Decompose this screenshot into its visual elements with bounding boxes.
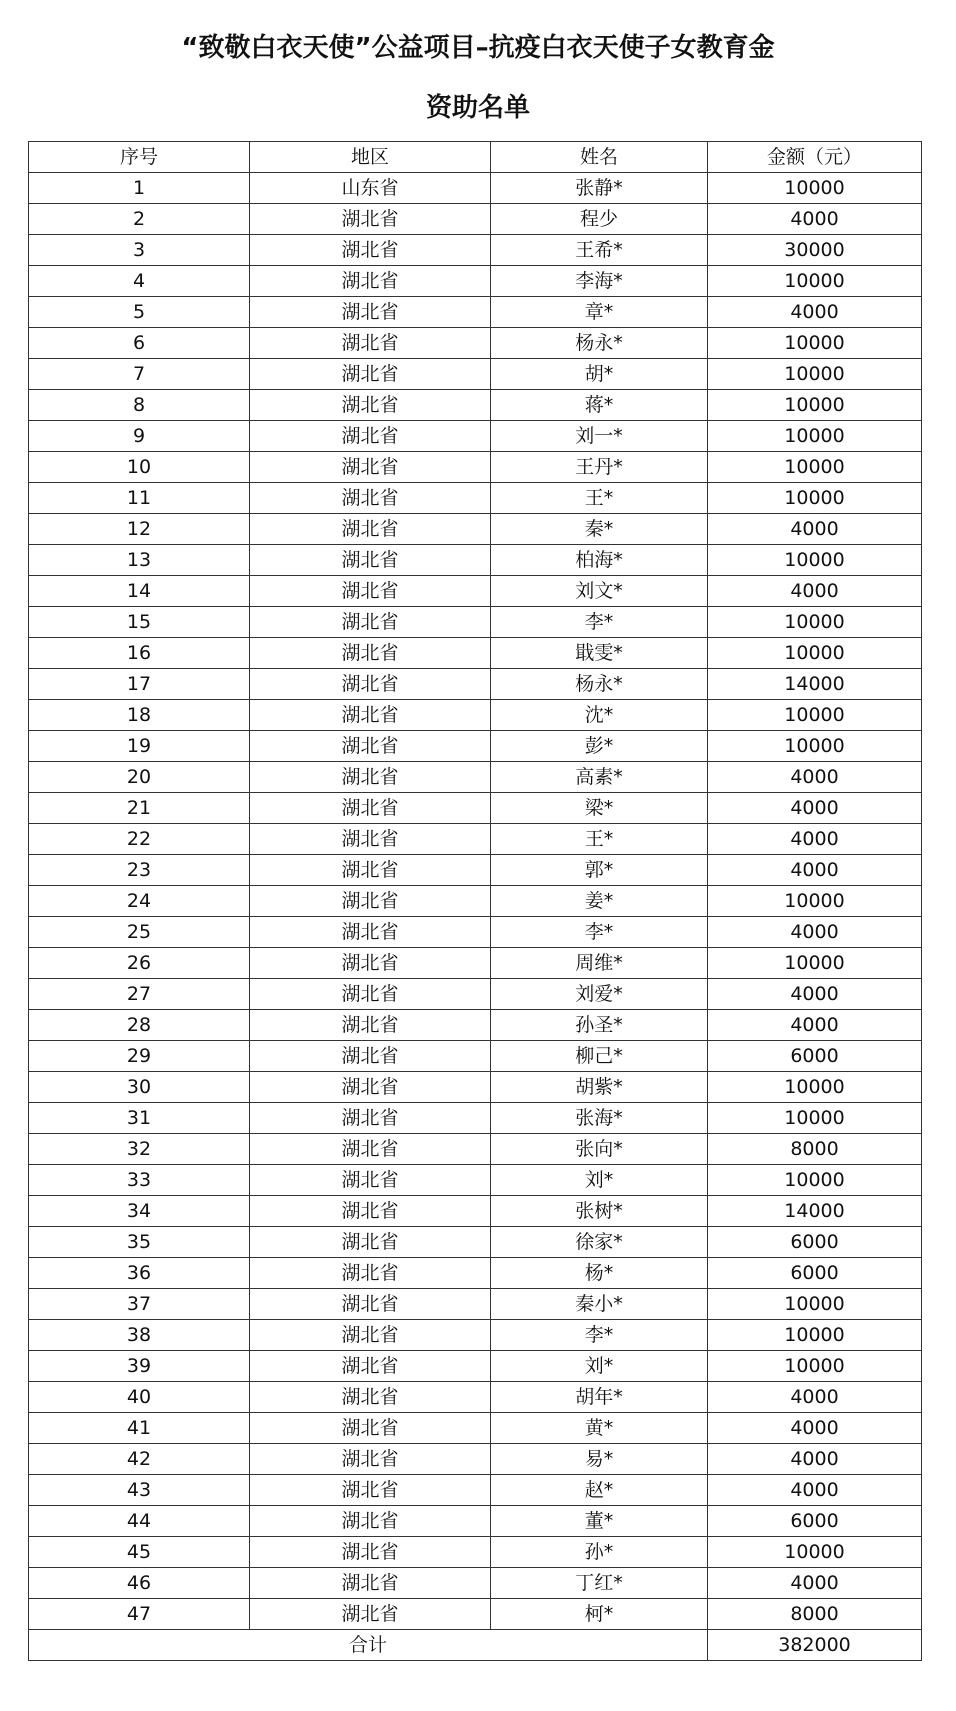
table-row [29, 917, 922, 948]
cell-region: 湖北省 [250, 1475, 491, 1506]
cell-amount: 10000 [708, 390, 922, 421]
table-row [29, 886, 922, 917]
cell-serial-number: 17 [29, 669, 250, 700]
table-row [29, 1413, 922, 1444]
cell-serial-number: 9 [29, 421, 250, 452]
cell-region: 湖北省 [250, 638, 491, 669]
cell-region: 湖北省 [250, 1599, 491, 1630]
table-row [29, 1103, 922, 1134]
table-row [29, 1537, 922, 1568]
table-row [29, 607, 922, 638]
cell-region: 湖北省 [250, 824, 491, 855]
table-row [29, 266, 922, 297]
table-row [29, 1289, 922, 1320]
table-row [29, 359, 922, 390]
cell-serial-number: 38 [29, 1320, 250, 1351]
cell-name: 张树* [491, 1196, 708, 1227]
cell-region: 湖北省 [250, 297, 491, 328]
cell-region: 湖北省 [250, 235, 491, 266]
cell-region: 湖北省 [250, 979, 491, 1010]
cell-serial-number: 20 [29, 762, 250, 793]
cell-amount: 10000 [708, 173, 922, 204]
cell-name: 王丹* [491, 452, 708, 483]
cell-amount: 4000 [708, 979, 922, 1010]
cell-serial-number: 45 [29, 1537, 250, 1568]
cell-amount: 4000 [708, 514, 922, 545]
table-row [29, 1599, 922, 1630]
document-title: “致敬白衣天使”公益项目–抗疫白衣天使子女教育金 [181, 33, 775, 63]
cell-amount: 10000 [708, 948, 922, 979]
cell-name: 周维* [491, 948, 708, 979]
table-row [29, 1568, 922, 1599]
table-row [29, 204, 922, 235]
cell-name: 刘一* [491, 421, 708, 452]
table-row [29, 297, 922, 328]
cell-amount: 4000 [708, 1382, 922, 1413]
recipient-table [28, 141, 922, 1661]
cell-region: 湖北省 [250, 1289, 491, 1320]
cell-region: 湖北省 [250, 886, 491, 917]
cell-amount: 4000 [708, 297, 922, 328]
cell-region: 湖北省 [250, 948, 491, 979]
cell-name: 张静* [491, 173, 708, 204]
cell-amount: 10000 [708, 452, 922, 483]
cell-serial-number: 31 [29, 1103, 250, 1134]
cell-region: 湖北省 [250, 1103, 491, 1134]
cell-region: 湖北省 [250, 669, 491, 700]
cell-amount: 10000 [708, 1537, 922, 1568]
cell-amount: 14000 [708, 1196, 922, 1227]
cell-name: 秦* [491, 514, 708, 545]
table-body [29, 173, 922, 1630]
cell-serial-number: 43 [29, 1475, 250, 1506]
cell-amount: 10000 [708, 731, 922, 762]
cell-name: 刘文* [491, 576, 708, 607]
cell-amount: 4000 [708, 1413, 922, 1444]
table-row [29, 793, 922, 824]
cell-serial-number: 29 [29, 1041, 250, 1072]
cell-region: 湖北省 [250, 917, 491, 948]
table-row [29, 1320, 922, 1351]
cell-amount: 30000 [708, 235, 922, 266]
cell-region: 湖北省 [250, 762, 491, 793]
cell-name: 姜* [491, 886, 708, 917]
cell-amount: 14000 [708, 669, 922, 700]
cell-name: 王* [491, 483, 708, 514]
table-row [29, 1444, 922, 1475]
table-row [29, 1010, 922, 1041]
cell-serial-number: 34 [29, 1196, 250, 1227]
cell-serial-number: 15 [29, 607, 250, 638]
table-row [29, 700, 922, 731]
cell-serial-number: 11 [29, 483, 250, 514]
cell-region: 湖北省 [250, 483, 491, 514]
table-row [29, 173, 922, 204]
cell-name: 沈* [491, 700, 708, 731]
cell-name: 李海* [491, 266, 708, 297]
table-row [29, 731, 922, 762]
cell-region: 湖北省 [250, 731, 491, 762]
table-row [29, 545, 922, 576]
table-row [29, 514, 922, 545]
cell-amount: 8000 [708, 1599, 922, 1630]
cell-serial-number: 40 [29, 1382, 250, 1413]
cell-amount: 4000 [708, 1444, 922, 1475]
cell-amount: 4000 [708, 793, 922, 824]
cell-amount: 6000 [708, 1258, 922, 1289]
table-row [29, 1196, 922, 1227]
cell-serial-number: 23 [29, 855, 250, 886]
cell-region: 湖北省 [250, 1351, 491, 1382]
table-row [29, 452, 922, 483]
cell-region: 湖北省 [250, 576, 491, 607]
cell-amount: 6000 [708, 1506, 922, 1537]
cell-region: 湖北省 [250, 359, 491, 390]
cell-serial-number: 39 [29, 1351, 250, 1382]
cell-region: 湖北省 [250, 545, 491, 576]
table-row [29, 979, 922, 1010]
header-amount: 金额（元） [708, 142, 922, 173]
cell-name: 王希* [491, 235, 708, 266]
cell-name: 胡年* [491, 1382, 708, 1413]
cell-amount: 10000 [708, 607, 922, 638]
cell-amount: 6000 [708, 1041, 922, 1072]
table-row [29, 1351, 922, 1382]
table-row [29, 762, 922, 793]
cell-serial-number: 19 [29, 731, 250, 762]
cell-amount: 10000 [708, 1165, 922, 1196]
cell-region: 湖北省 [250, 1506, 491, 1537]
cell-amount: 10000 [708, 1351, 922, 1382]
cell-name: 程少 [491, 204, 708, 235]
cell-amount: 4000 [708, 824, 922, 855]
table-row [29, 576, 922, 607]
cell-region: 湖北省 [250, 1568, 491, 1599]
cell-serial-number: 25 [29, 917, 250, 948]
cell-region: 湖北省 [250, 1041, 491, 1072]
cell-serial-number: 26 [29, 948, 250, 979]
cell-region: 湖北省 [250, 607, 491, 638]
cell-name: 李* [491, 607, 708, 638]
cell-region: 湖北省 [250, 1010, 491, 1041]
cell-amount: 4000 [708, 1568, 922, 1599]
cell-amount: 10000 [708, 359, 922, 390]
cell-name: 刘* [491, 1351, 708, 1382]
cell-amount: 10000 [708, 700, 922, 731]
cell-name: 章* [491, 297, 708, 328]
cell-region: 山东省 [250, 173, 491, 204]
table-header-row [29, 142, 922, 173]
table-header [29, 142, 922, 173]
table-row [29, 1072, 922, 1103]
cell-region: 湖北省 [250, 1258, 491, 1289]
cell-name: 梁* [491, 793, 708, 824]
cell-name: 杨* [491, 1258, 708, 1289]
cell-serial-number: 30 [29, 1072, 250, 1103]
cell-region: 湖北省 [250, 1382, 491, 1413]
cell-name: 秦小* [491, 1289, 708, 1320]
cell-serial-number: 5 [29, 297, 250, 328]
cell-serial-number: 18 [29, 700, 250, 731]
cell-name: 李* [491, 917, 708, 948]
cell-region: 湖北省 [250, 421, 491, 452]
cell-name: 杨永* [491, 328, 708, 359]
cell-amount: 10000 [708, 483, 922, 514]
cell-name: 胡紫* [491, 1072, 708, 1103]
cell-serial-number: 28 [29, 1010, 250, 1041]
cell-name: 张海* [491, 1103, 708, 1134]
cell-name: 孙圣* [491, 1010, 708, 1041]
cell-serial-number: 46 [29, 1568, 250, 1599]
cell-serial-number: 37 [29, 1289, 250, 1320]
cell-serial-number: 3 [29, 235, 250, 266]
cell-region: 湖北省 [250, 1134, 491, 1165]
cell-name: 李* [491, 1320, 708, 1351]
cell-serial-number: 7 [29, 359, 250, 390]
cell-serial-number: 44 [29, 1506, 250, 1537]
cell-name: 易* [491, 1444, 708, 1475]
cell-serial-number: 21 [29, 793, 250, 824]
cell-serial-number: 8 [29, 390, 250, 421]
cell-name: 张向* [491, 1134, 708, 1165]
cell-region: 湖北省 [250, 452, 491, 483]
cell-serial-number: 1 [29, 173, 250, 204]
cell-region: 湖北省 [250, 1413, 491, 1444]
cell-region: 湖北省 [250, 1320, 491, 1351]
cell-name: 董* [491, 1506, 708, 1537]
header-region: 地区 [250, 142, 491, 173]
cell-amount: 4000 [708, 1010, 922, 1041]
cell-amount: 4000 [708, 204, 922, 235]
table-row [29, 483, 922, 514]
cell-serial-number: 27 [29, 979, 250, 1010]
cell-amount: 10000 [708, 545, 922, 576]
cell-amount: 8000 [708, 1134, 922, 1165]
cell-amount: 10000 [708, 266, 922, 297]
table-row [29, 328, 922, 359]
cell-name: 杨永* [491, 669, 708, 700]
cell-serial-number: 42 [29, 1444, 250, 1475]
cell-serial-number: 16 [29, 638, 250, 669]
total-value: 382000 [708, 1630, 922, 1661]
cell-name: 胡* [491, 359, 708, 390]
cell-amount: 4000 [708, 762, 922, 793]
cell-name: 彭* [491, 731, 708, 762]
cell-name: 柏海* [491, 545, 708, 576]
document-subtitle: 资助名单 [425, 93, 530, 123]
cell-amount: 6000 [708, 1227, 922, 1258]
cell-serial-number: 36 [29, 1258, 250, 1289]
cell-name: 丁红* [491, 1568, 708, 1599]
cell-serial-number: 10 [29, 452, 250, 483]
cell-serial-number: 33 [29, 1165, 250, 1196]
table-row [29, 638, 922, 669]
cell-name: 赵* [491, 1475, 708, 1506]
table-row [29, 824, 922, 855]
cell-serial-number: 32 [29, 1134, 250, 1165]
table-row [29, 1165, 922, 1196]
cell-serial-number: 14 [29, 576, 250, 607]
cell-name: 柳己* [491, 1041, 708, 1072]
cell-region: 湖北省 [250, 1072, 491, 1103]
cell-name: 孙* [491, 1537, 708, 1568]
cell-amount: 4000 [708, 855, 922, 886]
table-row [29, 669, 922, 700]
cell-region: 湖北省 [250, 390, 491, 421]
cell-amount: 10000 [708, 638, 922, 669]
cell-serial-number: 22 [29, 824, 250, 855]
cell-name: 徐家* [491, 1227, 708, 1258]
cell-region: 湖北省 [250, 514, 491, 545]
cell-name: 高素* [491, 762, 708, 793]
cell-amount: 10000 [708, 1320, 922, 1351]
cell-amount: 4000 [708, 1475, 922, 1506]
table-row [29, 390, 922, 421]
cell-amount: 10000 [708, 886, 922, 917]
cell-amount: 10000 [708, 1103, 922, 1134]
cell-amount: 4000 [708, 917, 922, 948]
cell-name: 郭* [491, 855, 708, 886]
table-row [29, 1258, 922, 1289]
table-row [29, 1134, 922, 1165]
cell-name: 刘爱* [491, 979, 708, 1010]
cell-amount: 4000 [708, 576, 922, 607]
total-label: 合计 [29, 1630, 708, 1661]
table-row [29, 855, 922, 886]
cell-region: 湖北省 [250, 1227, 491, 1258]
table-footer [29, 1630, 922, 1661]
cell-region: 湖北省 [250, 855, 491, 886]
cell-amount: 10000 [708, 1072, 922, 1103]
cell-name: 王* [491, 824, 708, 855]
cell-region: 湖北省 [250, 204, 491, 235]
cell-region: 湖北省 [250, 1444, 491, 1475]
cell-serial-number: 24 [29, 886, 250, 917]
cell-region: 湖北省 [250, 1537, 491, 1568]
cell-serial-number: 47 [29, 1599, 250, 1630]
cell-region: 湖北省 [250, 700, 491, 731]
table-row [29, 1041, 922, 1072]
table-row [29, 1227, 922, 1258]
cell-amount: 10000 [708, 421, 922, 452]
cell-serial-number: 35 [29, 1227, 250, 1258]
cell-region: 湖北省 [250, 1165, 491, 1196]
cell-serial-number: 4 [29, 266, 250, 297]
cell-name: 蒋* [491, 390, 708, 421]
cell-region: 湖北省 [250, 328, 491, 359]
cell-name: 刘* [491, 1165, 708, 1196]
cell-serial-number: 12 [29, 514, 250, 545]
table-row [29, 1475, 922, 1506]
header-serial-number: 序号 [29, 142, 250, 173]
cell-serial-number: 6 [29, 328, 250, 359]
table-row [29, 1506, 922, 1537]
table-row [29, 235, 922, 266]
cell-amount: 10000 [708, 1289, 922, 1320]
cell-region: 湖北省 [250, 266, 491, 297]
table-row [29, 948, 922, 979]
cell-serial-number: 13 [29, 545, 250, 576]
table-row [29, 1382, 922, 1413]
cell-serial-number: 2 [29, 204, 250, 235]
cell-serial-number: 41 [29, 1413, 250, 1444]
cell-region: 湖北省 [250, 1196, 491, 1227]
cell-amount: 10000 [708, 328, 922, 359]
header-name: 姓名 [491, 142, 708, 173]
cell-name: 戢雯* [491, 638, 708, 669]
table-row [29, 421, 922, 452]
cell-name: 黄* [491, 1413, 708, 1444]
total-row [29, 1630, 922, 1661]
cell-region: 湖北省 [250, 793, 491, 824]
cell-name: 柯* [491, 1599, 708, 1630]
